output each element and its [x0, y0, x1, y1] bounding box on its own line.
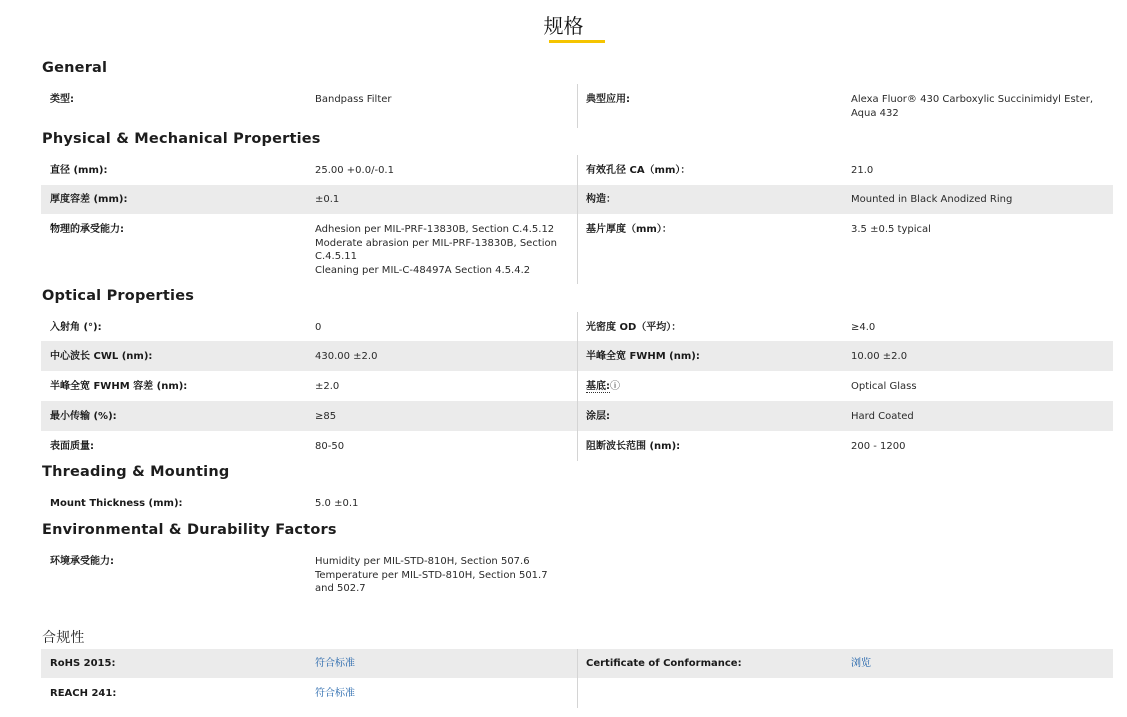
- spec-value-construction: Mounted in Black Anodized Ring: [851, 194, 1013, 205]
- spec-label-coating: 涂层:: [586, 411, 610, 422]
- spec-row: [41, 214, 1113, 284]
- spec-value-substrate-thickness: 3.5 ±0.5 typical: [851, 224, 931, 235]
- spec-row: [41, 341, 1113, 371]
- spec-label-aoi: 入射角 (°):: [50, 322, 102, 333]
- spec-label-substrate-thickness: 基片厚度（mm）：: [586, 224, 672, 235]
- spec-label-reach: REACH 241:: [50, 688, 117, 699]
- spec-value-fwhm: 10.00 ±2.0: [851, 351, 908, 362]
- spec-value-clear-aperture: 21.0: [851, 165, 874, 176]
- section-heading-physical: Physical & Mechanical Properties: [42, 131, 321, 147]
- spec-value-environmental: [315, 555, 565, 596]
- spec-label-mount-thickness: Mount Thickness (mm):: [50, 498, 183, 509]
- spec-label-environmental: 环境承受能力:: [50, 556, 114, 567]
- spec-label-od: 光密度 OD（平均）：: [586, 322, 682, 333]
- spec-label-fwhm-tolerance: 半峰全宽 FWHM 容差 (nm):: [50, 381, 188, 392]
- column-divider: [577, 185, 578, 214]
- spec-row: [41, 546, 1113, 602]
- spec-label-rohs: RoHS 2015:: [50, 658, 116, 669]
- spec-row: [41, 84, 1113, 128]
- spec-value-line: Moderate abrasion per MIL-PRF-13830B, Section C.4.5.11: [315, 237, 557, 262]
- spec-row: [41, 155, 1113, 185]
- spec-value-min-transmission: ≥85: [315, 411, 337, 422]
- section-heading-general: General: [42, 60, 108, 76]
- spec-value-surface-quality: 80-50: [315, 441, 345, 452]
- spec-value-fwhm-tolerance: ±2.0: [315, 381, 340, 392]
- rohs-compliant-link[interactable]: 符合标准: [315, 658, 355, 669]
- spec-value-type: Bandpass Filter: [315, 94, 392, 105]
- column-divider: [577, 371, 578, 401]
- spec-label-construction: 构造：: [586, 194, 616, 205]
- title-underline: [549, 40, 605, 43]
- spec-value-thickness-tolerance: ±0.1: [315, 194, 340, 205]
- spec-label-surface-quality: 表面质量:: [50, 441, 94, 452]
- column-divider: [577, 678, 578, 708]
- spec-value-application: Alexa Fluor® 430 Carboxylic Succinimidyl Ester, Aqua 432: [851, 94, 1094, 119]
- section-heading-optical: Optical Properties: [42, 288, 195, 304]
- column-divider: [577, 401, 578, 431]
- column-divider: [577, 155, 578, 185]
- spec-label-certificate: Certificate of Conformance:: [586, 658, 742, 669]
- column-divider: [577, 312, 578, 341]
- column-divider: [577, 214, 578, 284]
- spec-row: [41, 649, 1113, 678]
- column-divider: [577, 341, 578, 371]
- spec-label-fwhm: 半峰全宽 FWHM (nm):: [586, 351, 700, 362]
- spec-label-clear-aperture: 有效孔径 CA（mm）：: [586, 165, 691, 176]
- spec-label-diameter: 直径 (mm):: [50, 165, 108, 176]
- spec-row: [41, 185, 1113, 214]
- spec-value-blocking-range: 200 - 1200: [851, 441, 906, 452]
- spec-value-line: Temperature per MIL-STD-810H, Section 501.7 and 502.7: [315, 569, 548, 594]
- spec-row: [41, 431, 1113, 461]
- spec-row: [41, 401, 1113, 431]
- spec-value-line: Adhesion per MIL-PRF-13830B, Section C.4.5.12: [315, 224, 555, 235]
- page-title: 规格: [543, 14, 584, 38]
- section-heading-environmental: Environmental & Durability Factors: [42, 522, 337, 538]
- spec-label-substrate: [586, 380, 836, 394]
- spec-label-durability: 物理的承受能力:: [50, 224, 124, 235]
- spec-label-min-transmission: 最小传输 (%):: [50, 411, 117, 422]
- spec-row: [41, 678, 1113, 708]
- spec-label-application: 典型应用:: [586, 94, 630, 105]
- substrate-label-text: 基底:: [586, 381, 610, 392]
- spec-value-od: ≥4.0: [851, 322, 876, 333]
- spec-value-diameter: 25.00 +0.0/-0.1: [315, 165, 394, 176]
- spec-label-cwl: 中心波长 CWL (nm):: [50, 351, 153, 362]
- spec-row: [41, 312, 1113, 341]
- spec-label-blocking-range: 阻断波长范围 (nm):: [586, 441, 681, 452]
- spec-label-type: 类型:: [50, 94, 74, 105]
- reach-compliant-link[interactable]: 符合标准: [315, 688, 355, 699]
- info-icon[interactable]: ⓘ: [610, 381, 620, 392]
- spec-value-substrate: Optical Glass: [851, 381, 917, 392]
- certificate-view-link[interactable]: 浏览: [851, 658, 871, 669]
- spec-value-line: Cleaning per MIL-C-48497A Section 4.5.4.2: [315, 264, 531, 276]
- column-divider: [577, 84, 578, 128]
- spec-value-durability: [315, 223, 565, 277]
- spec-value-line: Humidity per MIL-STD-810H, Section 507.6: [315, 556, 530, 567]
- spec-label-thickness-tolerance: 厚度容差 (mm):: [50, 194, 128, 205]
- section-heading-threading: Threading & Mounting: [42, 464, 230, 480]
- spec-row: [41, 371, 1113, 401]
- column-divider: [577, 649, 578, 678]
- spec-value-mount-thickness: 5.0 ±0.1: [315, 498, 359, 509]
- spec-value-coating: Hard Coated: [851, 411, 914, 422]
- spec-row: [41, 488, 1113, 518]
- section-heading-compliance: 合规性: [42, 630, 85, 646]
- spec-value-cwl: 430.00 ±2.0: [315, 351, 378, 362]
- spec-value-aoi: 0: [315, 322, 322, 333]
- column-divider: [577, 431, 578, 461]
